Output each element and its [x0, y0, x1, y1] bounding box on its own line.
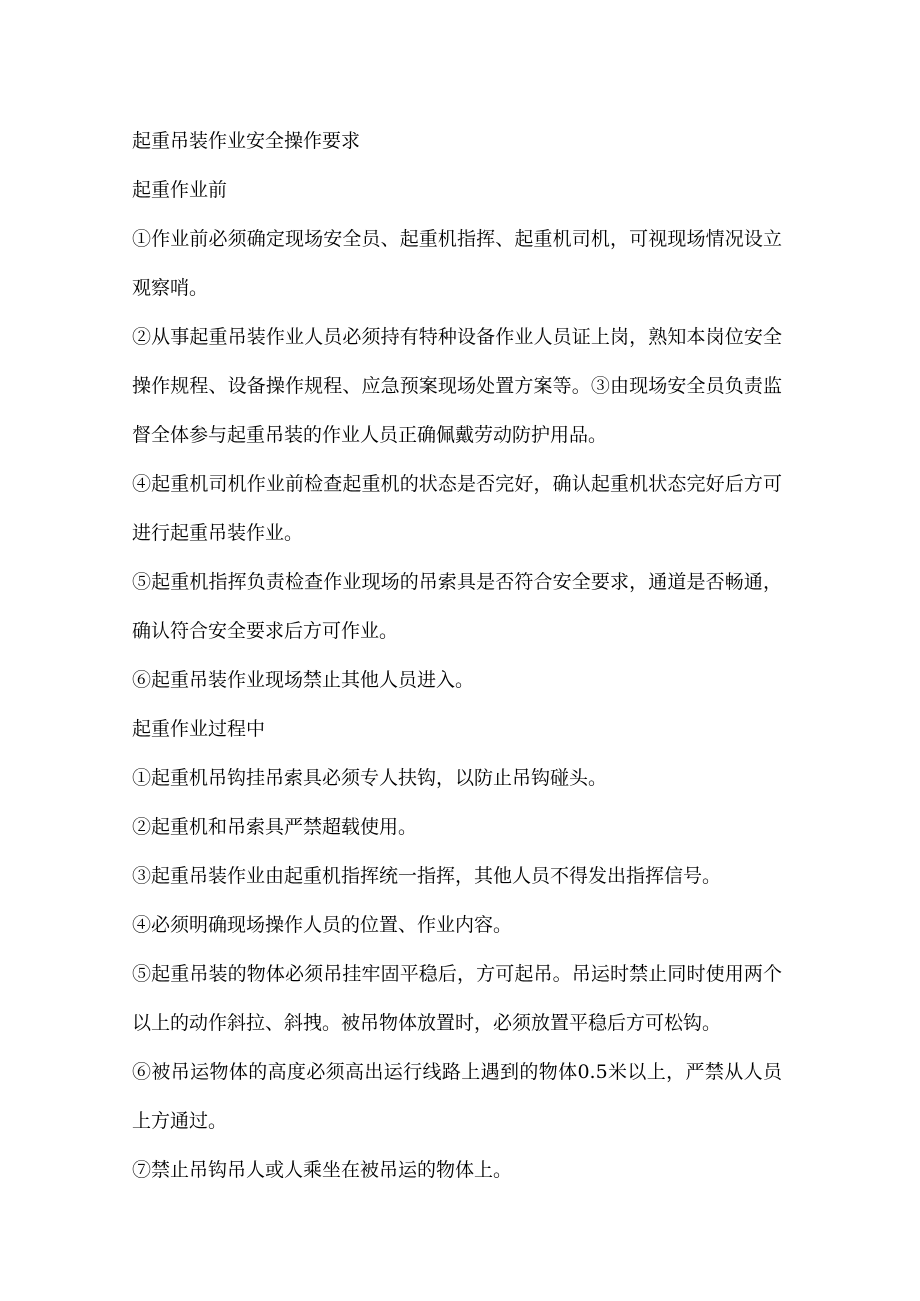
paragraph: ③起重吊装作业由起重机指挥统一指挥，其他人员不得发出指挥信号。 — [132, 865, 722, 887]
paragraph: ④必须明确现场操作人员的位置、作业内容。 — [132, 914, 513, 936]
paragraph: ④起重机司机作业前检查起重机的状态是否完好，确认起重机状态完好后方可进行起重吊装作业。 — [132, 473, 782, 544]
paragraph: ⑥起重吊装作业现场禁止其他人员进入。 — [132, 669, 475, 691]
paragraph: ①作业前必须确定现场安全员、起重机指挥、起重机司机，可视现场情况设立观察哨。 — [132, 228, 782, 299]
paragraph: ⑤起重吊装的物体必须吊挂牢固平稳后，方可起吊。吊运时禁止同时使用两个以上的动作斜拉、斜拽。被吊物体放置时，必须放置平稳后方可松钩。 — [132, 963, 782, 1034]
document-title: 起重吊装作业安全操作要求 — [132, 130, 361, 152]
paragraph: ⑥被吊运物体的高度必须高出运行线路上遇到的物体0.5米以上，严禁从人员上方通过。 — [132, 1061, 782, 1132]
section-heading-before-lifting: 起重作业前 — [132, 179, 228, 201]
paragraph: ⑦禁止吊钩吊人或人乘坐在被吊运的物体上。 — [132, 1159, 513, 1181]
document-body — [132, 117, 782, 1195]
paragraph: ①起重机吊钩挂吊索具必须专人扶钩，以防止吊钩碰头。 — [132, 767, 608, 789]
paragraph: ②从事起重吊装作业人员必须持有特种设备作业人员证上岗，熟知本岗位安全操作规程、设备操作规程、应急预案现场处置方案等。③由现场安全员负责监督全体参与起重吊装的作业人员正确佩戴劳动防护用品。 — [132, 326, 782, 446]
paragraph: ②起重机和吊索具严禁超载使用。 — [132, 816, 418, 838]
paragraph: ⑤起重机指挥负责检查作业现场的吊索具是否符合安全要求，通道是否畅通，确认符合安全要求后方可作业。 — [132, 571, 782, 642]
section-heading-during-lifting: 起重作业过程中 — [132, 718, 266, 740]
